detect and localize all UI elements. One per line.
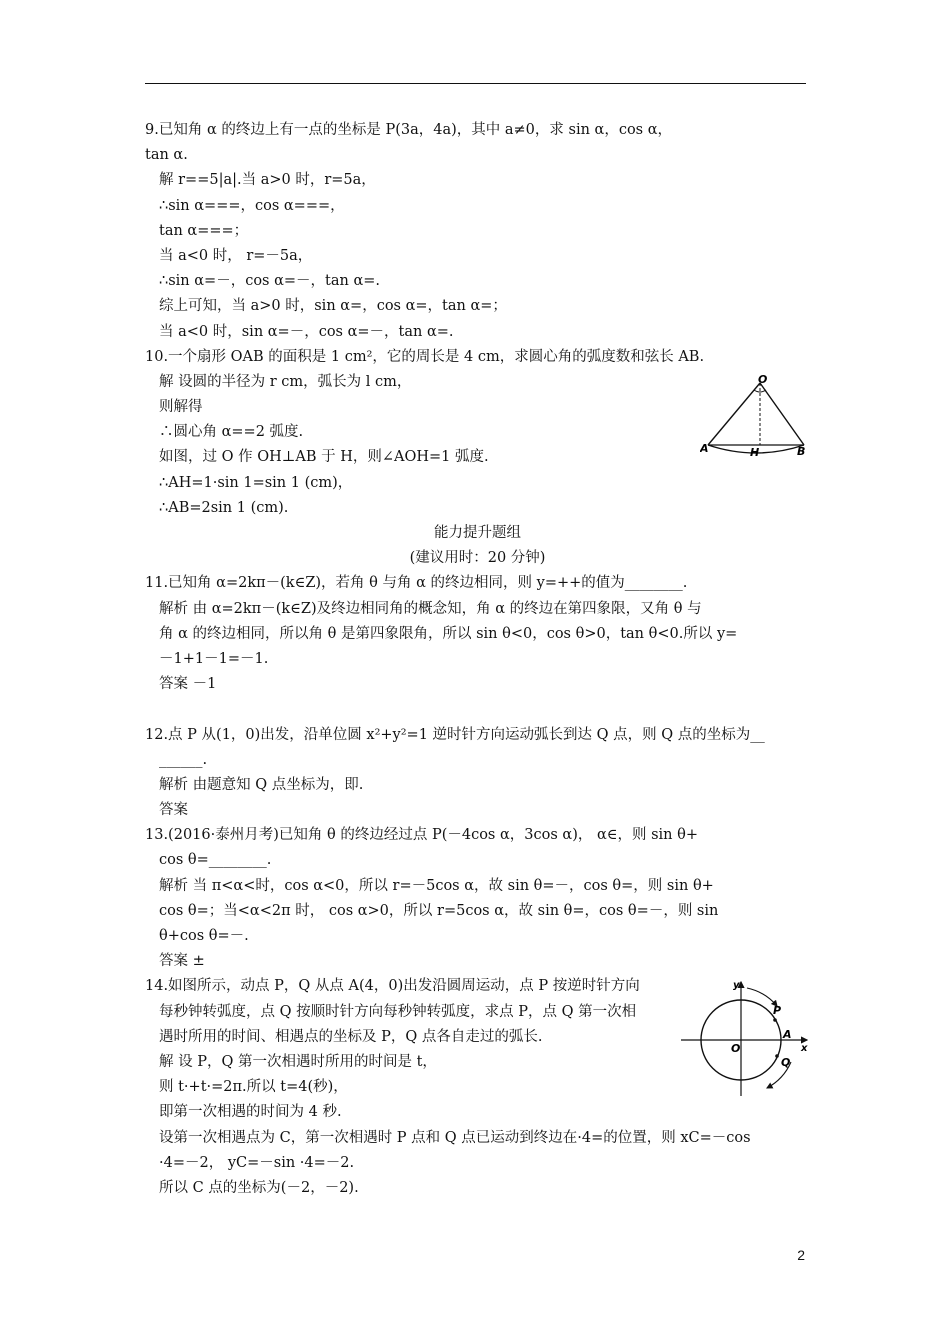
text-line: 能力提升题组: [434, 525, 521, 541]
text-line: 答案: [159, 802, 188, 819]
text-line: 则 t·+t·=2π.所以 t=4(秒)，: [159, 1079, 348, 1096]
text-line: 解 设 P，Q 第一次相遇时所用的时间是 t，: [159, 1053, 437, 1070]
text-line: (建议用时：20 分钟): [409, 550, 546, 567]
text-line: ∴AB=2sin 1 (cm).: [159, 499, 289, 516]
text-line: tan α===；: [159, 222, 249, 239]
header-rule: [145, 83, 806, 84]
radius-oa: [708, 383, 760, 445]
text-line: 角 α 的终边相同，所以角 θ 是第四象限角，所以 sin θ<0，cos θ>0，tan θ<0.所以 y=: [159, 625, 738, 642]
blank-line: [145, 697, 810, 722]
label-a: A: [700, 442, 709, 455]
text-line: ∴sin α===，cos α===，: [159, 197, 345, 214]
text-line: 14.如图所示，动点 P，Q 从点 A(4，0)出发沿圆周运动，点 P 按逆时针方向: [145, 978, 640, 995]
point-q: [775, 1054, 779, 1058]
text-line: 9.已知角 α 的终边上有一点的坐标是 P(3a，4a)，其中 a≠0，求 sin α，cos α，: [145, 122, 673, 138]
text-line: 则解得: [159, 399, 203, 416]
text-line: 解 设圆的半径为 r cm，弧长为 l cm，: [159, 373, 412, 390]
text-line: 13.(2016·泰州月考)已知角 θ 的终边经过点 P(－4cos α，3cos α)， α∈，则 sin θ+: [145, 827, 698, 844]
text-line: 11.已知角 α=2kπ－(k∈Z)，若角 θ 与角 α 的终边相同，则 y=++的值为________.: [145, 575, 688, 592]
label-x: x: [801, 1043, 808, 1054]
point-p: [773, 1018, 777, 1022]
sector-figure: [700, 375, 812, 460]
text-line: ·4=－2， yC=－sin ·4=－2.: [159, 1154, 355, 1171]
text-line: θ+cos θ=－.: [159, 928, 249, 944]
text-line: ∴圆心角 α==2 弧度.: [159, 424, 304, 441]
text-line: 12.点 P 从(1，0)出发，沿单位圆 x²+y²=1 逆时针方向运动弧长到达 Q 点，则 Q 点的坐标为__: [145, 726, 765, 743]
text-line: 答案 ±: [159, 953, 205, 970]
label-o: O: [731, 1042, 741, 1055]
text-line: 解析 由 α=2kπ－(k∈Z)及终边相同角的概念知，角 α 的终边在第四象限，又角 θ 与: [159, 600, 702, 617]
unit-circle-figure: [677, 976, 812, 1098]
radius-ob: [760, 383, 804, 445]
text-line: ______.: [159, 751, 208, 768]
text-line: －1+1－1=－1.: [159, 650, 269, 667]
label-b: B: [797, 445, 806, 458]
page-number: 2: [797, 1247, 805, 1263]
text-line: 当 a<0 时，sin α=－，cos α=－，tan α=.: [159, 323, 454, 340]
text-line: 综上可知，当 a>0 时，sin α=，cos α=，tan α=；: [159, 298, 507, 315]
text-line: 每秒钟转弧度，点 Q 按顺时针方向每秒钟转弧度，求点 P，点 Q 第一次相: [159, 1003, 637, 1020]
text-line: 答案 －1: [159, 676, 217, 693]
text-line: 10.一个扇形 OAB 的面积是 1 cm²，它的周长是 4 cm，求圆心角的弧度数和弦长 AB.: [145, 348, 705, 365]
text-line: 当 a<0 时， r=－5a，: [159, 247, 313, 264]
text-line: 遇时所用的时间、相遇点的坐标及 P，Q 点各自走过的弧长.: [159, 1028, 543, 1045]
text-line: 解 r==5|a|.当 a>0 时，r=5a，: [159, 172, 376, 189]
text-line: ∴AH=1·sin 1=sin 1 (cm)，: [159, 474, 353, 491]
label-a: A: [783, 1028, 792, 1041]
label-p: P: [773, 1004, 782, 1017]
text-line: 即第一次相遇的时间为 4 秒.: [159, 1104, 342, 1121]
text-line: ∴sin α=－，cos α=－，tan α=.: [159, 273, 381, 290]
text-line: cos θ=________.: [159, 852, 272, 869]
text-line: cos θ=；当<α<2π 时， cos α>0，所以 r=5cos α，故 sin θ=，cos θ=－，则 sin: [159, 902, 719, 919]
label-y: y: [733, 980, 740, 991]
label-q: Q: [781, 1056, 791, 1069]
label-h: H: [750, 446, 760, 459]
text-line: tan α.: [145, 147, 188, 164]
text-line: 解析 由题意知 Q 点坐标为，即.: [159, 776, 364, 793]
text-line: 解析 当 π<α<时，cos α<0，所以 r=－5cos α，故 sin θ=－，cos θ=，则 sin θ+: [159, 877, 714, 894]
label-o: O: [758, 375, 768, 386]
text-line: 所以 C 点的坐标为(－2，－2).: [159, 1179, 359, 1196]
text-line: 如图，过 O 作 OH⊥AB 于 H，则∠AOH=1 弧度.: [159, 449, 489, 466]
text-line: 设第一次相遇点为 C，第一次相遇时 P 点和 Q 点已运动到终边在·4=的位置，则 xC=－cos: [159, 1129, 751, 1146]
